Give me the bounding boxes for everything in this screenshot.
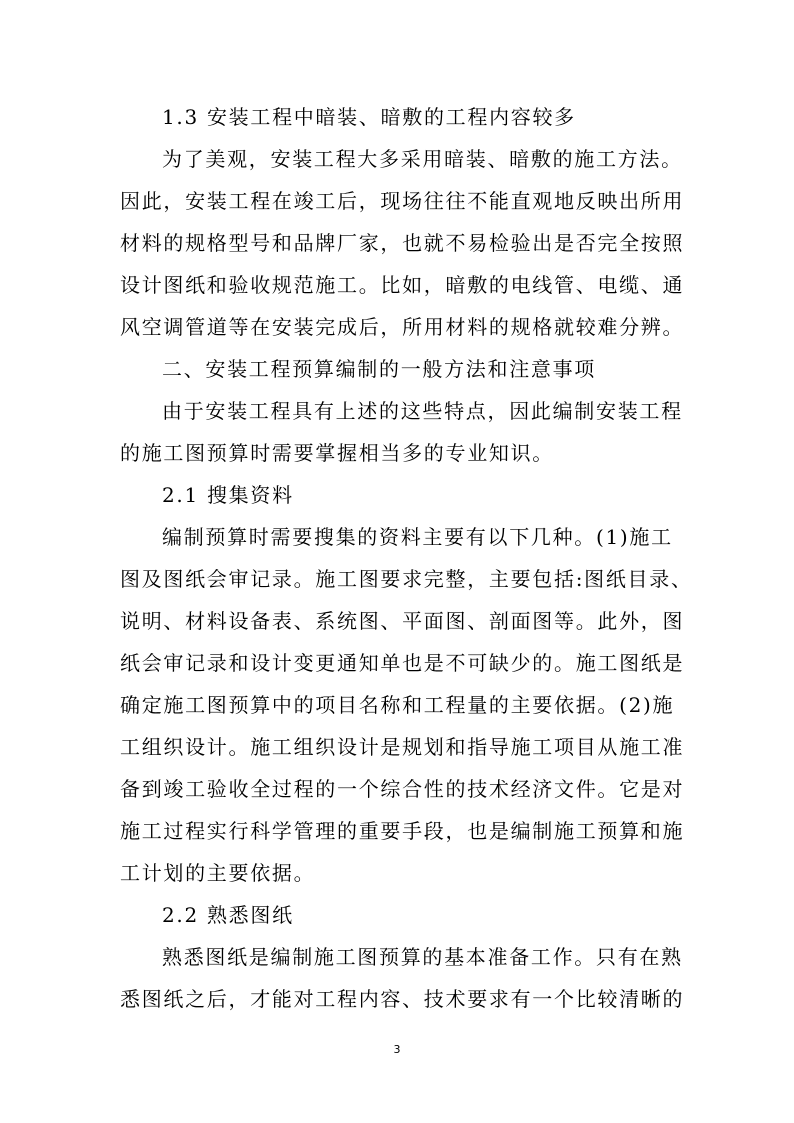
- paragraph-line: 编制预算时需要搜集的资料主要有以下几种。(1)施工: [162, 525, 673, 549]
- paragraph-line: 施工过程实行科学管理的重要手段，也是编制施工预算和施: [120, 819, 685, 843]
- paragraph-line: 说明、材料设备表、系统图、平面图、剖面图等。此外，图: [120, 609, 685, 633]
- paragraph-line: 材料的规格型号和品牌厂家，也就不易检验出是否完全按照: [120, 231, 685, 255]
- paragraph-line: 为了美观，安装工程大多采用暗装、暗敷的施工方法。: [162, 147, 683, 171]
- paragraph-line: 熟悉图纸是编制施工图预算的基本准备工作。只有在熟: [162, 945, 683, 969]
- paragraph-line: 因此，安装工程在竣工后，现场往往不能直观地反映出所用: [120, 189, 685, 213]
- section-heading-2-2: 2.2 熟悉图纸: [162, 903, 294, 927]
- document-body: [120, 96, 693, 1020]
- paragraph-line: 确定施工图预算中的项目名称和工程量的主要依据。(2)施: [120, 693, 675, 717]
- paragraph-line: 的施工图预算时需要掌握相当多的专业知识。: [120, 441, 554, 465]
- paragraph-line: 工组织设计。施工组织设计是规划和指导施工项目从施工准: [120, 735, 685, 759]
- paragraph-line: 由于安装工程具有上述的这些特点，因此编制安装工程: [162, 399, 683, 423]
- page-number: 3: [393, 1043, 401, 1056]
- paragraph-line: 风空调管道等在安装完成后，所用材料的规格就较难分辨。: [120, 315, 685, 339]
- paragraph-line: 设计图纸和验收规范施工。比如，暗敷的电线管、电缆、通: [120, 273, 685, 297]
- paragraph-line: 纸会审记录和设计变更通知单也是不可缺少的。施工图纸是: [120, 651, 685, 675]
- section-heading-1-3: 1.3 安装工程中暗装、暗敷的工程内容较多: [162, 105, 576, 129]
- section-heading-2: 二、安装工程预算编制的一般方法和注意事项: [162, 357, 596, 381]
- paragraph-line: 备到竣工验收全过程的一个综合性的技术经济文件。它是对: [120, 777, 685, 801]
- paragraph-line: 悉图纸之后，才能对工程内容、技术要求有一个比较清晰的: [120, 987, 685, 1011]
- section-heading-2-1: 2.1 搜集资料: [162, 483, 294, 507]
- paragraph-line: 图及图纸会审记录。施工图要求完整，主要包括:图纸目录、: [120, 567, 693, 591]
- paragraph-line: 工计划的主要依据。: [120, 861, 316, 885]
